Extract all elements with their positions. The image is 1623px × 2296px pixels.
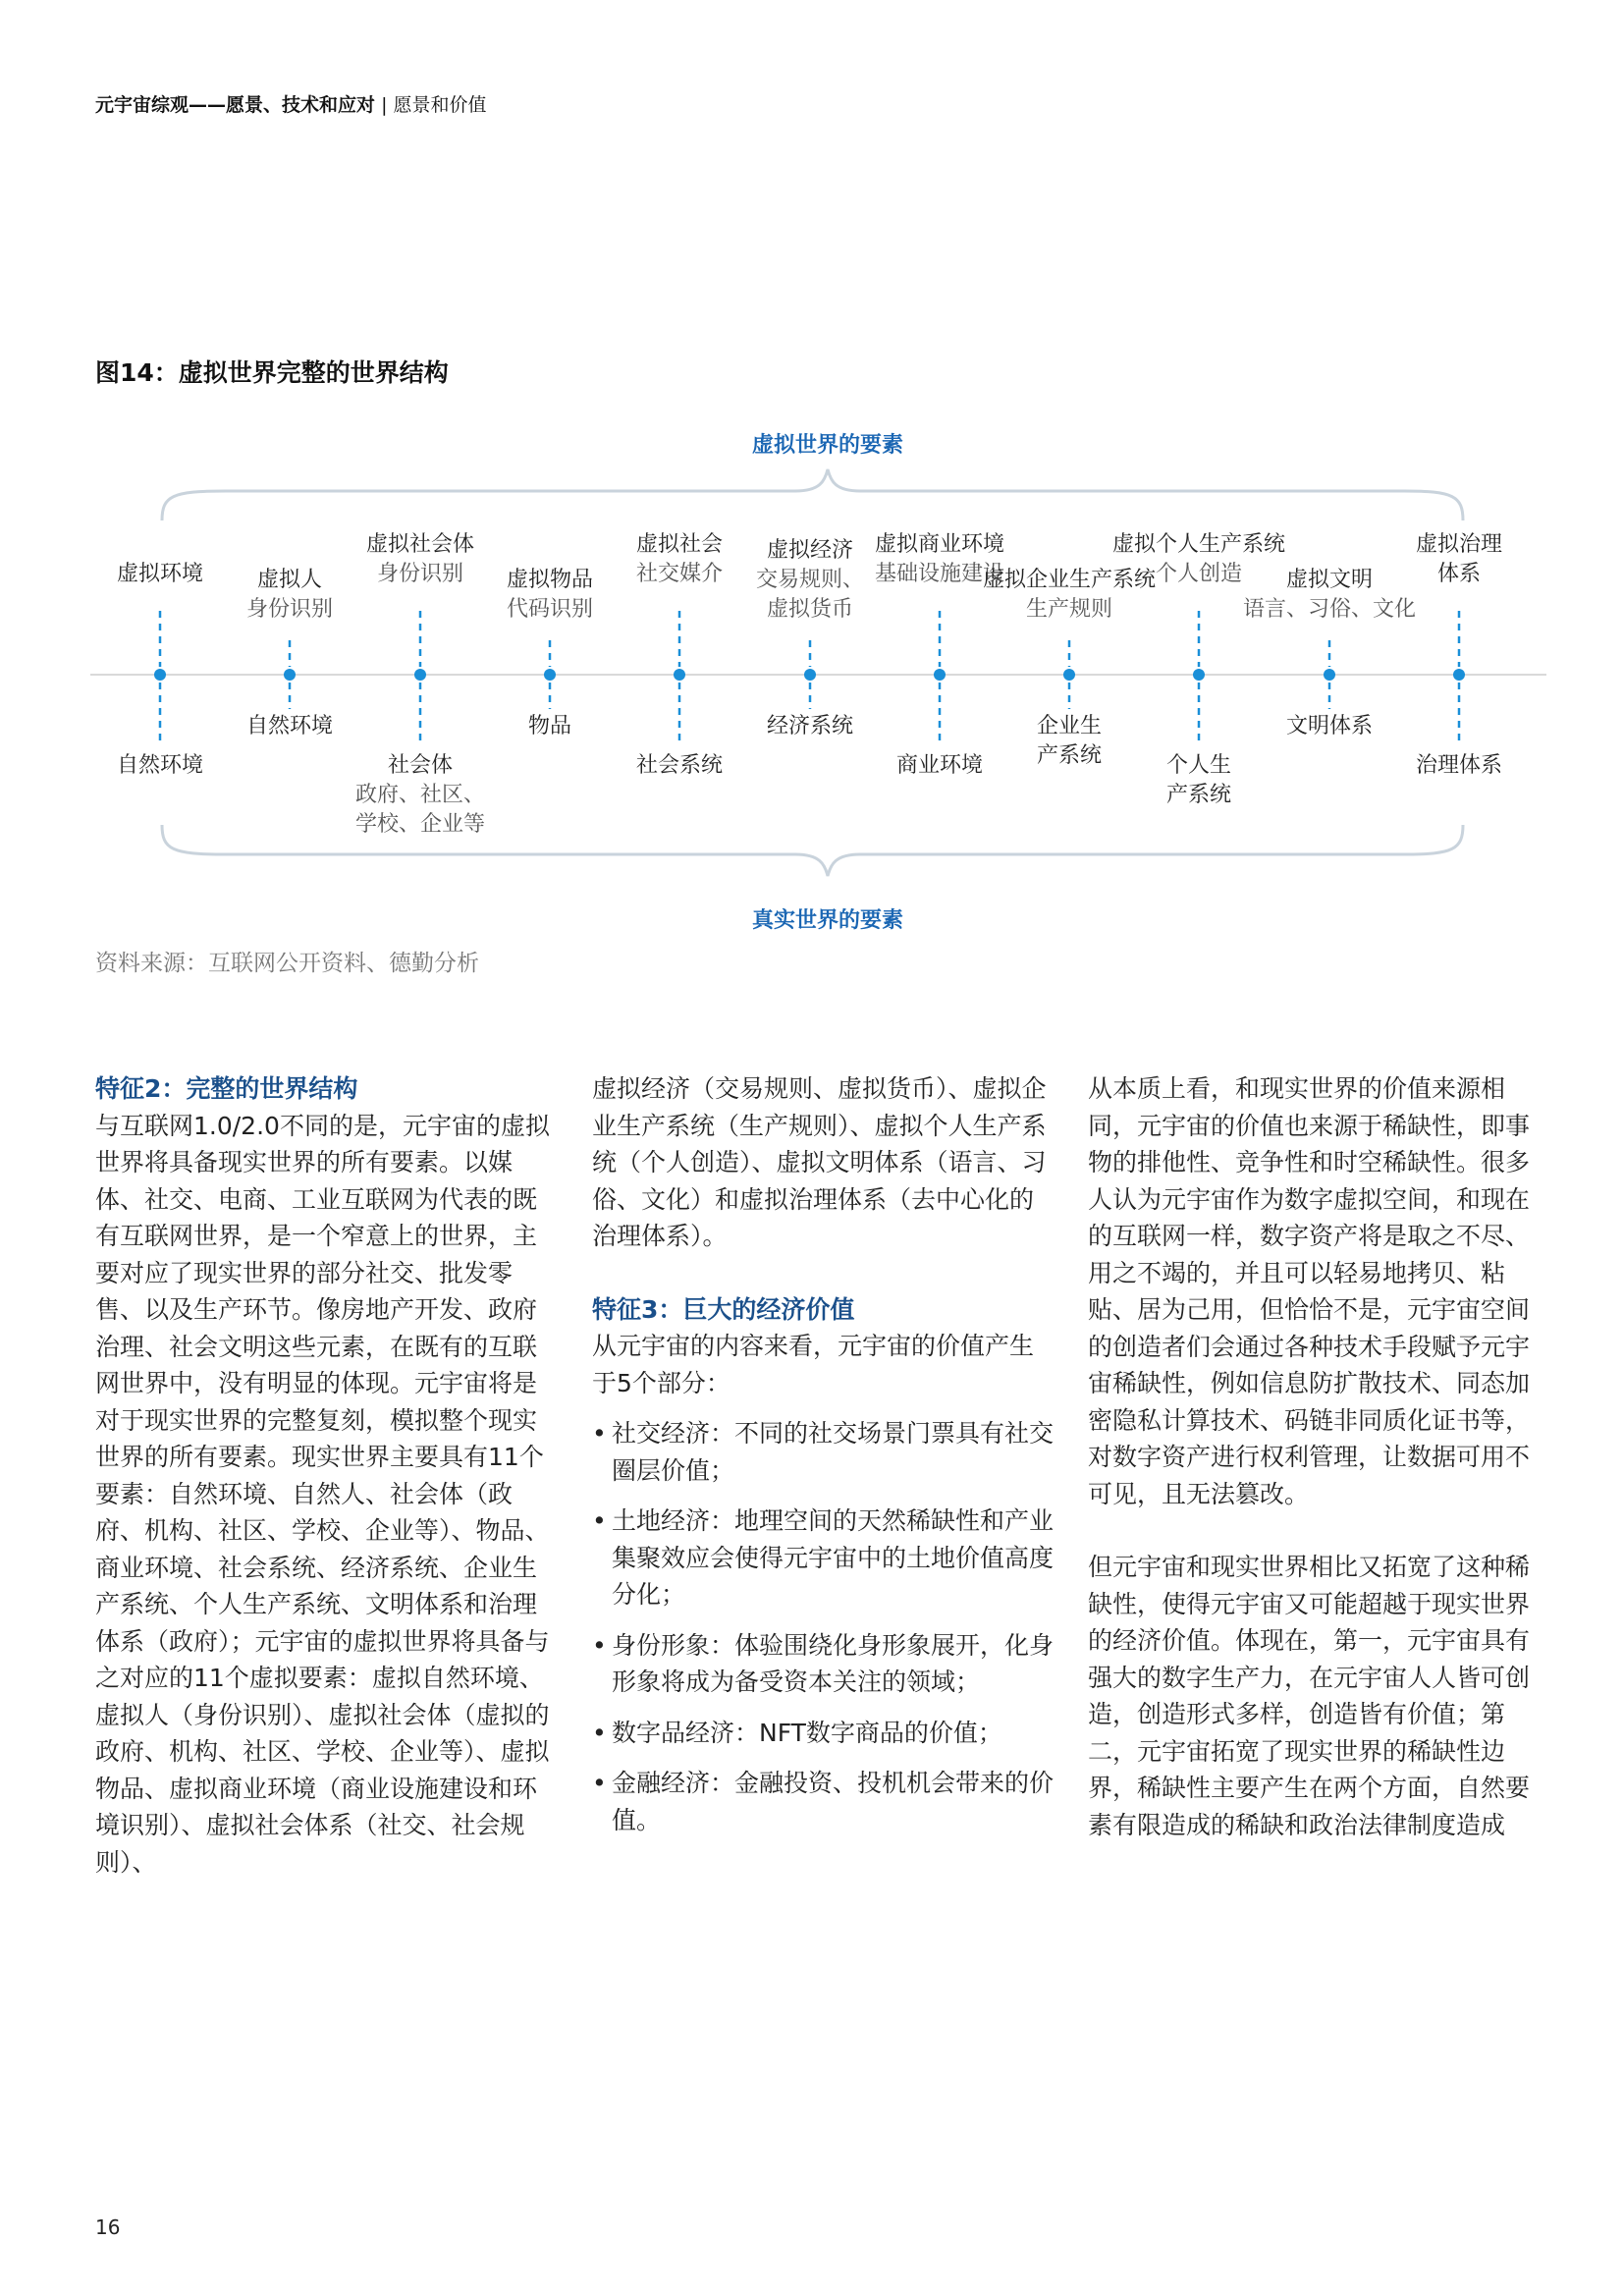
node-sublabel: 身份识别 (376, 562, 464, 586)
expanded-scarcity-paragraph: 但元宇宙和现实世界相比又拓宽了这种稀缺性，使得元宇宙又可能超越于现实世界的经济价值。体现在，第一，元宇宙具有强大的数字生产力，在元宇宙人人皆可创造，创造形式多样，创造皆有价值；第二，元宇宙拓宽了现实世界的稀缺性边界，稀缺性主要产生在两个方面，自然要素有限造成的稀缺和政治法律制度造成 (1088, 1553, 1531, 1839)
node-label: 商业环境 (895, 753, 984, 778)
world-structure-diagram (0, 0, 1623, 923)
node-label: 虚拟企业生产系统 (982, 568, 1157, 592)
column-2 (592, 1070, 1054, 1838)
node-dot (284, 669, 296, 681)
node-dot (544, 669, 556, 681)
node-sublabel: 生产规则 (1025, 597, 1113, 622)
real-element-label (246, 712, 333, 741)
node-label: 虚拟文明 (1285, 568, 1374, 592)
value-sources-list (592, 1415, 1054, 1838)
real-element-label (528, 712, 571, 741)
virtual-element-label (117, 560, 203, 589)
node-label: 虚拟经济 (766, 538, 854, 563)
node-label: 自然环境 (245, 714, 334, 738)
virtual-element-label (366, 530, 474, 589)
column-1 (95, 1070, 557, 1881)
node-dot (804, 669, 816, 681)
column-2-continuation: 虚拟经济（交易规则、虚拟货币）、虚拟企业生产系统（生产规则）、虚拟个人生产系统（个人创造）、虚拟文明体系（语言、习俗、文化）和虚拟治理体系（去中心化的治理体系）。 (592, 1074, 1047, 1250)
node-label: 虚拟社会 (635, 532, 724, 557)
node-dot (1324, 669, 1335, 681)
node-label: 社会系统 (635, 753, 724, 778)
feature-3-heading: 特征3：巨大的经济价值 (592, 1294, 855, 1324)
node-label: 虚拟人 (256, 568, 323, 592)
header-title: 元宇宙综观——愿景、技术和应对 (95, 94, 376, 116)
virtual-element-label (1416, 530, 1502, 589)
node-label: 个人生 (1165, 753, 1232, 778)
real-element-label (355, 751, 485, 840)
real-element-label (1286, 712, 1373, 741)
node-sublabel: 个人创造 (1155, 562, 1243, 586)
node-label: 治理体系 (1415, 753, 1503, 778)
node-label: 产系统 (1165, 783, 1232, 807)
real-element-label (636, 751, 723, 781)
virtual-element-label (1243, 566, 1416, 625)
top-brace-label: 虚拟世界的要素 (751, 433, 903, 458)
node-label: 虚拟环境 (116, 562, 204, 586)
node-label: 企业生 (1036, 714, 1103, 738)
header-separator: | (381, 94, 388, 116)
real-element-label (1166, 751, 1231, 810)
node-label: 物品 (527, 714, 572, 738)
node-sublabel: 学校、企业等 (354, 812, 486, 837)
list-item: • 数字品经济：NFT数字商品的价值； (592, 1715, 1054, 1752)
node-sublabel: 身份识别 (245, 597, 334, 622)
feature-3-intro: 从元宇宙的内容来看，元宇宙的价值产生于5个部分： (592, 1332, 1035, 1397)
virtual-element-label (756, 536, 864, 625)
node-label: 社会体 (387, 753, 454, 778)
node-label: 体系 (1436, 562, 1482, 586)
list-item: • 社交经济：不同的社交场景门票具有社交圈层价值； (592, 1415, 1054, 1489)
node-dot (1193, 669, 1205, 681)
node-label: 文明体系 (1285, 714, 1374, 738)
node-sublabel: 虚拟货币 (766, 597, 854, 622)
node-sublabel: 代码识别 (506, 597, 594, 622)
feature-2-text: 与互联网1.0/2.0不同的是，元宇宙的虚拟世界将具备现实世界的所有要素。以媒体、社交、电商、工业互联网为代表的既有互联网世界，是一个窄意上的世界，主要对应了现实世界的部分社交、批发零售、以及生产环节。像房地产开发、政府治理、社会文明这些元素，在既有的互联网世界中，没有明显的体现。元宇宙将是对于现实世界的完整复刻，模拟整个现实世界的所有要素。现实世界主要具有11个要素：自然环境、自然人、社会体（政府、机构、社区、学校、企业等）、物品、商业环境、社会系统、经济系统、企业生产系统、个人生产系统、文明体系和治理体系（政府）；元宇宙的虚拟世界将具备与之对应的11个虚拟要素：虚拟自然环境、虚拟人（身份识别）、虚拟社会体（虚拟的政府、机构、社区、学校、企业等）、虚拟物品、虚拟商业环境（商业设施建设和环境识别）、虚拟社会体系（社交、社会规则）、 (95, 1111, 550, 1877)
node-label: 虚拟社会体 (365, 532, 475, 557)
figure-title: 图14：虚拟世界完整的世界结构 (95, 358, 449, 387)
node-dot (154, 669, 166, 681)
figure-source: 资料来源：互联网公开资料、德勤分析 (95, 951, 479, 976)
node-sublabel: 社交媒介 (635, 562, 724, 586)
list-item: • 身份形象：体验围绕化身形象展开，化身形象将成为备受资本关注的领域； (592, 1627, 1054, 1701)
node-dot (934, 669, 946, 681)
page-number: 16 (95, 2215, 121, 2239)
node-sublabel: 语言、习俗、文化 (1242, 597, 1417, 622)
list-item: • 土地经济：地理空间的天然稀缺性和产业集聚效应会使得元宇宙中的土地价值高度分化； (592, 1503, 1054, 1613)
node-label: 虚拟物品 (506, 568, 594, 592)
header-section: 愿景和价值 (393, 94, 487, 116)
node-sublabel: 政府、社区、 (354, 783, 486, 807)
column-3 (1088, 1070, 1549, 1843)
virtual-element-label (246, 566, 333, 625)
node-dot (1453, 669, 1465, 681)
node-label: 自然环境 (116, 753, 204, 778)
node-label: 虚拟治理 (1415, 532, 1503, 557)
real-element-label (1037, 712, 1102, 771)
node-dot (414, 669, 426, 681)
virtual-element-label (507, 566, 593, 625)
node-label: 虚拟个人生产系统 (1111, 532, 1286, 557)
feature-2-heading: 特征2：完整的世界结构 (95, 1074, 358, 1103)
node-dot (1063, 669, 1075, 681)
scarcity-paragraph: 从本质上看，和现实世界的价值来源相同，元宇宙的价值也来源于稀缺性，即事物的排他性、竞争性和时空稀缺性。很多人认为元宇宙作为数字虚拟空间，和现在的互联网一样，数字资产将是取之不尽、用之不竭的，并且可以轻易地拷贝、粘贴、居为己用，但恰恰不是，元宇宙空间的创造者们会通过各种技术手段赋予元宇宙稀缺性，例如信息防扩散技术、同态加密隐私计算技术、码链非同质化证书等，对数字资产进行权利管理，让数据可用不可见，且无法篡改。 (1088, 1074, 1531, 1508)
bottom-brace-label: 真实世界的要素 (751, 908, 903, 933)
node-sublabel: 基础设施建设 (874, 562, 1005, 586)
list-item: • 金融经济：金融投资、投机机会带来的价值。 (592, 1765, 1054, 1838)
node-label: 经济系统 (766, 714, 854, 738)
node-label: 产系统 (1036, 743, 1103, 768)
real-element-label (117, 751, 203, 781)
node-sublabel: 交易规则、 (755, 568, 865, 592)
virtual-element-label (636, 530, 723, 589)
node-dot (674, 669, 685, 681)
real-element-label (896, 751, 983, 781)
real-element-label (1416, 751, 1502, 781)
top-brace (162, 469, 1463, 520)
node-label: 虚拟商业环境 (874, 532, 1005, 557)
real-element-label (767, 712, 853, 741)
